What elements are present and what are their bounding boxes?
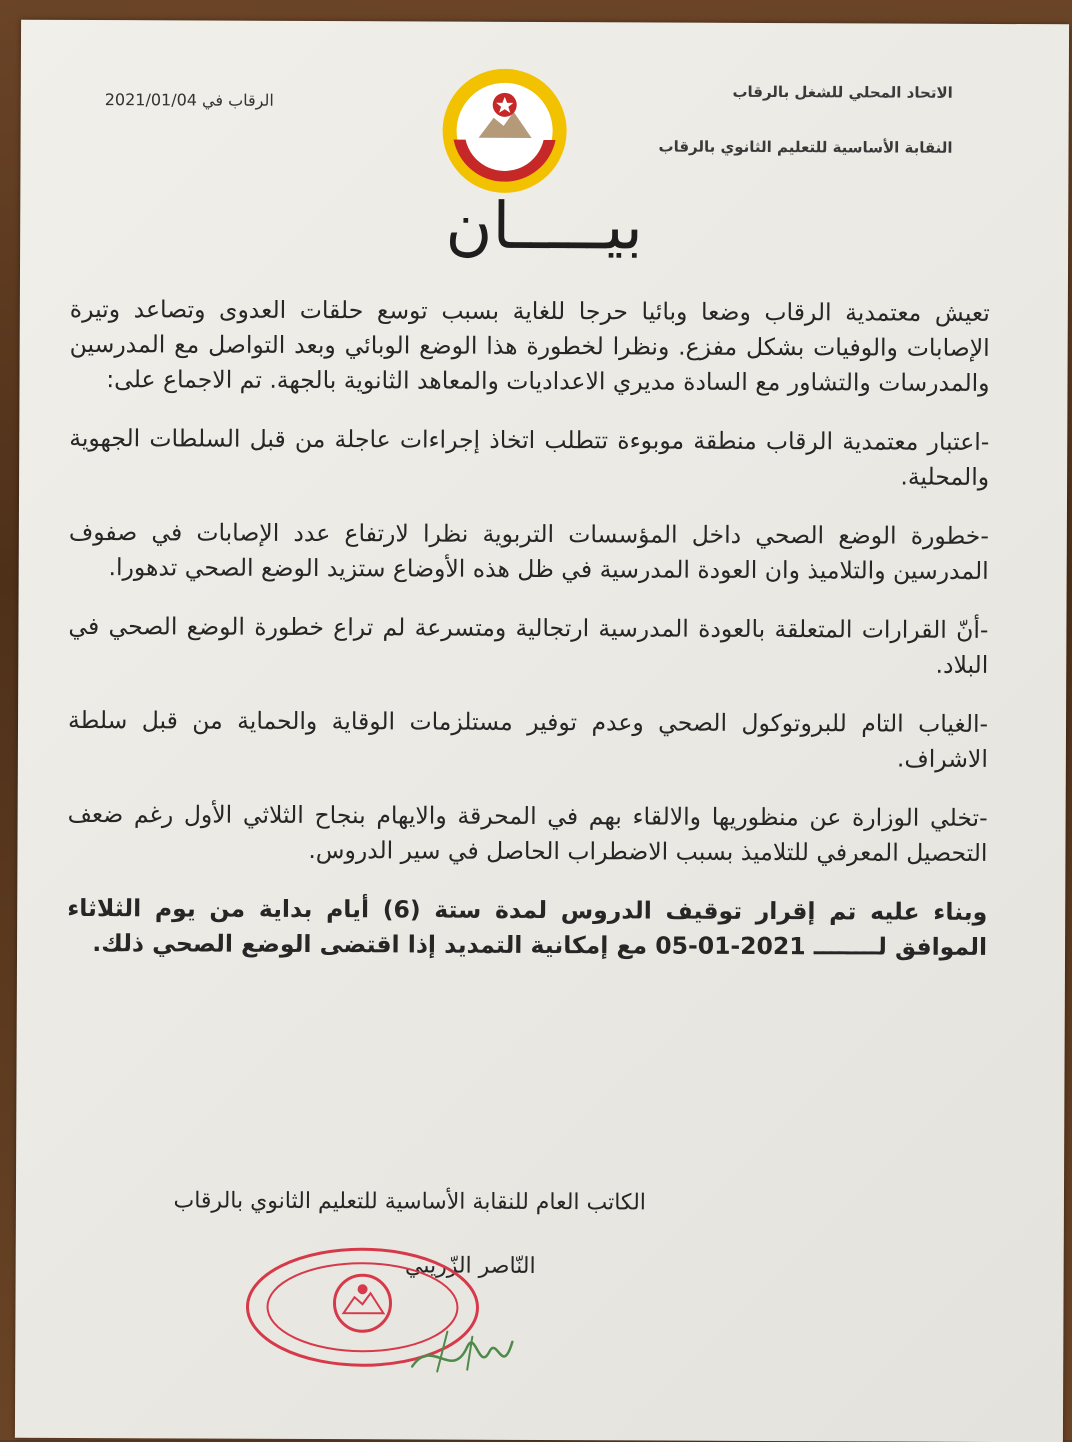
date-line: الرقاب في 2021/01/04 — [104, 90, 274, 110]
union-logo — [433, 60, 576, 203]
signatory-name: النّاصر الزّريبي — [404, 1253, 536, 1279]
point-3: -أنّ القرارات المتعلقة بالعودة المدرسية ارتجالية ومتسرعة لم تراع خطورة الوضع الصحي في البلاد. — [68, 611, 989, 679]
signature-icon — [407, 1311, 527, 1392]
point-2: -خطورة الوضع الصحي داخل المؤسسات التربوية نظرا لارتفاع عدد الإصابات في صفوف المدرسين والتلاميذ وان العودة المدرسية في ظل هذه الأوضاع ستزيد الوضع الصحي تدهورا. — [68, 517, 989, 585]
statement-body — [67, 292, 990, 989]
document-page — [15, 20, 1069, 1442]
org-line-2: النقابة الأساسية للتعليم الثانوي بالرقاب — [658, 137, 953, 157]
union-logo-icon — [433, 60, 576, 203]
signature-title: الكاتب العام للنقابة الأساسية للتعليم الثانوي بالرقاب — [173, 1188, 646, 1216]
handwritten-signature — [407, 1311, 527, 1392]
point-1: -اعتبار معتمدية الرقاب منطقة موبوءة تتطلب اتخاذ إجراءات عاجلة من قبل السلطات الجهوية والمحلية. — [69, 423, 990, 491]
org-line-1: الاتحاد المحلي للشغل بالرقاب — [732, 82, 953, 102]
point-4: -الغياب التام للبروتوكول الصحي وعدم توفير مستلزمات الوقاية والحماية من قبل سلطة الاشراف. — [67, 705, 989, 773]
intro-paragraph: تعيش معتمدية الرقاب وضعا وبائيا حرجا للغاية بسبب توسع حلقات العدوى وتصاعد وتيرة الإصابات والوفيات بشكل مفزع. ونظرا لخطورة هذا الوضع الوبائي وبعد التواصل مع المدرسين والمدرسات والتشاور مع السادة مديري الاعداديات والمعاهد الثانوية بالجهة. تم الاجماع على: — [69, 294, 990, 397]
page-title: بيـــــان — [445, 189, 644, 265]
decision-paragraph: وبناء عليه تم إقرار توقيف الدروس لمدة ستة (6) أيام بداية من يوم الثلاثاء الموافق لــــــــ 2021-01-05 مع إمكانية التمديد إذا اقتضى الوضع الصحي ذلك. — [67, 893, 988, 961]
point-5: -تخلي الوزارة عن منظوريها والالقاء بهم في المحرقة والايهام بنجاح الثلاثي الأول رغم ضعف التحصيل المعرفي للتلاميذ بسبب الاضطراب الحاصل في سير الدروس. — [67, 799, 988, 867]
